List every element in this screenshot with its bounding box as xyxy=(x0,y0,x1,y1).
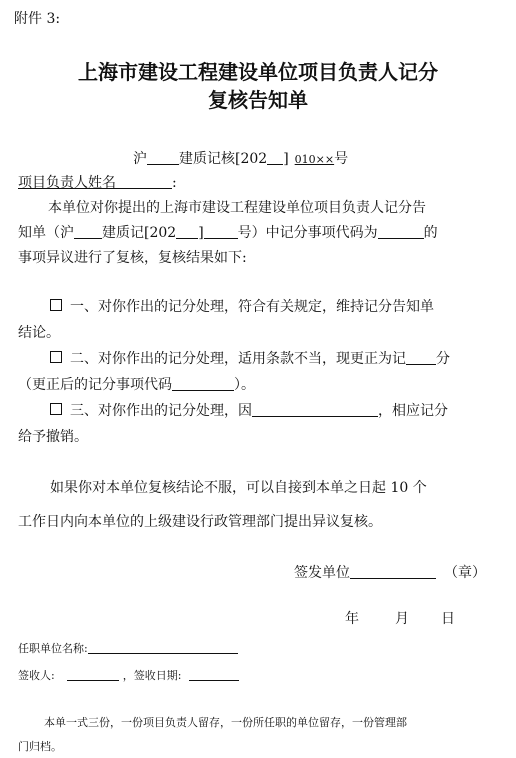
issuer-seal: （章） xyxy=(444,565,486,581)
signer-label: 签收人: xyxy=(18,669,55,682)
doc-number-close: ] xyxy=(283,151,289,167)
document-title-line1: 上海市建设工程建设单位项目负责人记分 xyxy=(78,60,438,84)
date-day: 日 xyxy=(441,611,455,627)
option-2-end: 分 xyxy=(436,351,450,367)
option-2-line-1 xyxy=(50,348,450,368)
employer-blank xyxy=(88,641,238,654)
recipient-name-blank xyxy=(116,174,172,189)
doc-number-blank-1 xyxy=(147,150,179,165)
option-2-text: 二、对你作出的记分处理，适用条款不当，现更正为记 xyxy=(70,351,406,367)
signer-blank xyxy=(67,668,119,681)
checkbox-option-2[interactable] xyxy=(50,351,62,363)
option-2-line2-a: （更正后的记分事项代码 xyxy=(18,377,172,393)
intro-blank-4 xyxy=(378,224,424,239)
option-1-line-1 xyxy=(50,296,434,316)
intro-blank-1 xyxy=(74,224,102,239)
option-2-line-2 xyxy=(18,374,255,394)
receipt-date-blank xyxy=(189,668,239,681)
employer-row xyxy=(18,640,238,656)
recipient-colon: : xyxy=(172,175,177,191)
intro-blank-3 xyxy=(204,224,238,239)
option-1-line-2: 结论。 xyxy=(18,325,60,341)
intro-line2-e: 的 xyxy=(423,225,438,241)
date-year: 年 xyxy=(345,611,359,627)
intro-line2-b: 建质记[202 xyxy=(102,225,177,241)
document-number xyxy=(133,148,348,168)
recipient-label: 项目负责人姓名 xyxy=(18,175,116,191)
option-3-line-2: 给予撤销。 xyxy=(18,429,88,445)
receipt-row xyxy=(18,667,239,683)
option-3-text-b: ，相应记分 xyxy=(378,403,448,419)
doc-number-mid: 建质记核[202 xyxy=(179,151,268,167)
doc-number-suffix: 号 xyxy=(334,151,349,167)
issuer-row xyxy=(294,562,486,582)
appeal-line-1: 如果你对本单位复核结论不服，可以自接到本单之日起 10 个 xyxy=(50,480,427,496)
attachment-label: 附件 3: xyxy=(14,11,61,27)
intro-blank-2 xyxy=(176,224,198,239)
option-2-code-blank xyxy=(172,376,234,391)
option-2-score-blank xyxy=(406,350,436,365)
issuer-blank xyxy=(350,564,436,579)
recipient-name-row xyxy=(18,172,177,192)
checkbox-option-3[interactable] xyxy=(50,403,62,415)
document-title-line2: 复核告知单 xyxy=(208,88,308,112)
receipt-date-label: 签收日期: xyxy=(133,669,182,682)
date-month: 月 xyxy=(395,611,409,627)
option-1-text: 一、对你作出的记分处理，符合有关规定，维持记分告知单 xyxy=(70,299,434,315)
option-3-reason-blank xyxy=(252,402,378,417)
footer-line-1: 本单一式三份，一份项目负责人留存，一份所任职的单位留存，一份管理部 xyxy=(44,716,407,729)
intro-line2-d: 号）中记分事项代码为 xyxy=(237,225,378,241)
doc-number-blank-2 xyxy=(267,150,283,165)
doc-number-code: 010×× xyxy=(294,153,335,166)
intro-line-1: 本单位对你提出的上海市建设工程建设单位项目负责人记分告 xyxy=(48,200,426,216)
receipt-separator: ， xyxy=(122,669,134,682)
intro-line2-a: 知单（沪 xyxy=(18,225,74,241)
footer-line-2: 门归档。 xyxy=(18,740,62,753)
issuer-label: 签发单位 xyxy=(294,565,350,581)
intro-line-3: 事项异议进行了复核，复核结果如下: xyxy=(18,250,247,266)
option-3-text-a: 三、对你作出的记分处理，因 xyxy=(70,403,252,419)
option-2-line2-b: ）。 xyxy=(234,377,255,393)
employer-label: 任职单位名称: xyxy=(18,642,88,655)
option-3-line-1 xyxy=(50,400,448,420)
appeal-line-2: 工作日内向本单位的上级建设行政管理部门提出异议复核。 xyxy=(18,514,382,530)
doc-number-prefix: 沪 xyxy=(133,151,147,167)
intro-line2-c: ] xyxy=(198,225,204,241)
intro-line-2 xyxy=(18,222,438,242)
checkbox-option-1[interactable] xyxy=(50,299,62,311)
